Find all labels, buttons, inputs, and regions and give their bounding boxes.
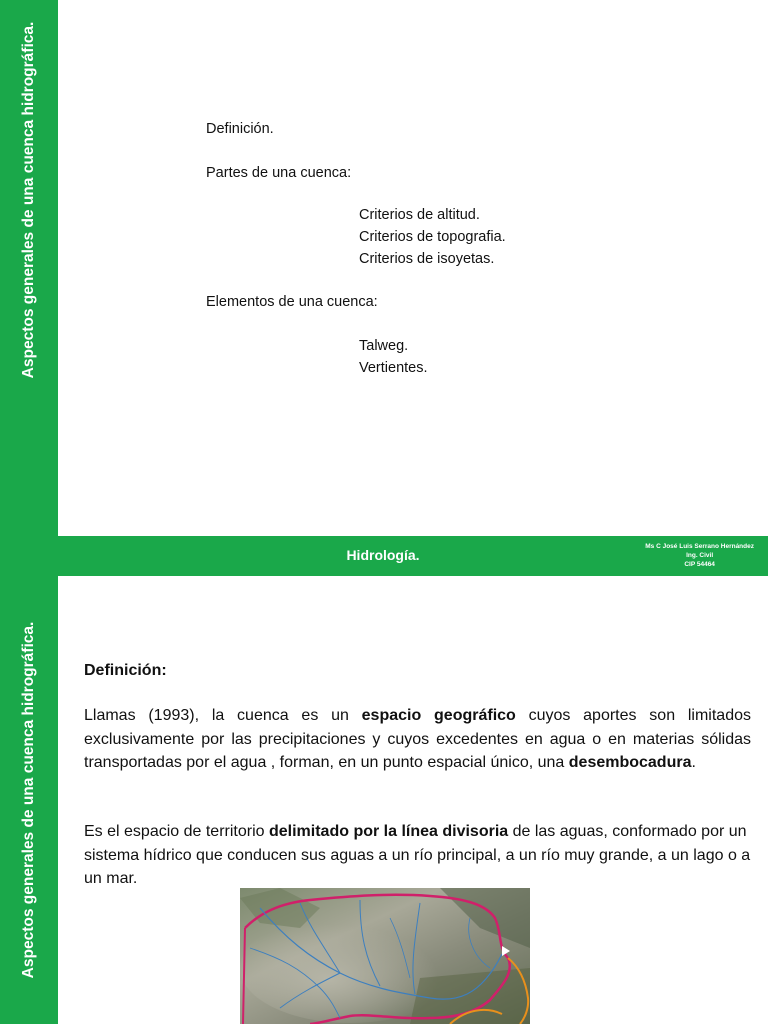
p1-text-e: . [691, 754, 696, 771]
item-definicion: Definición. [206, 121, 274, 137]
watershed-map-image [240, 888, 530, 1024]
criterio-isoyetas: Criterios de isoyetas. [359, 251, 495, 267]
definition-paragraph-2 [84, 820, 751, 891]
credit-cip: CIP 54464 [684, 561, 715, 568]
p2-bold-linea-divisoria: delimitado por la línea divisoria [268, 823, 509, 840]
sidebar [0, 0, 58, 576]
footer-title: Hidrología. [346, 547, 420, 563]
footer-bar [58, 536, 768, 576]
p1-text-a: Llamas (1993), la cuenca es un [84, 707, 362, 724]
criterio-altitud: Criterios de altitud. [359, 207, 480, 223]
p1-bold-desembocadura: desembocadura [568, 754, 692, 771]
sidebar-title: Aspectos generales de una cuenca hidrográfica. [20, 621, 37, 979]
elemento-talweg: Talweg. [359, 338, 409, 354]
sidebar-title: Aspectos generales de una cuenca hidrográfica. [20, 21, 37, 379]
definicion-heading: Definición: [84, 662, 167, 679]
criterio-topografia: Criterios de topografia. [359, 229, 506, 245]
slide-2 [0, 576, 768, 1024]
elemento-vertientes: Vertientes. [359, 360, 428, 376]
definition-paragraph-1 [84, 704, 751, 775]
p1-bold-espacio: espacio geográfico [361, 707, 516, 724]
p2-text-c: de las aguas, conformado por un sistema hídrico que conducen sus aguas a un río principal, a un río muy grande, a un lago o a un mar. [84, 823, 751, 887]
sidebar [0, 576, 58, 1024]
p2-text-a: Es el espacio de territorio [84, 823, 269, 840]
credit-name: Ms C José Luis Serrano Hernández [645, 543, 754, 550]
footer-credits [645, 542, 754, 569]
item-elementos: Elementos de una cuenca: [206, 294, 378, 310]
item-partes: Partes de una cuenca: [206, 165, 352, 181]
p1-text-c: cuyos aportes son limitados exclusivamente por las precipitaciones y cuyos excedentes en agua o en materias sólidas transportadas por el agua , forman, en un punto espacial único, una [84, 707, 751, 771]
credit-degree: Ing. Civil [686, 552, 714, 559]
